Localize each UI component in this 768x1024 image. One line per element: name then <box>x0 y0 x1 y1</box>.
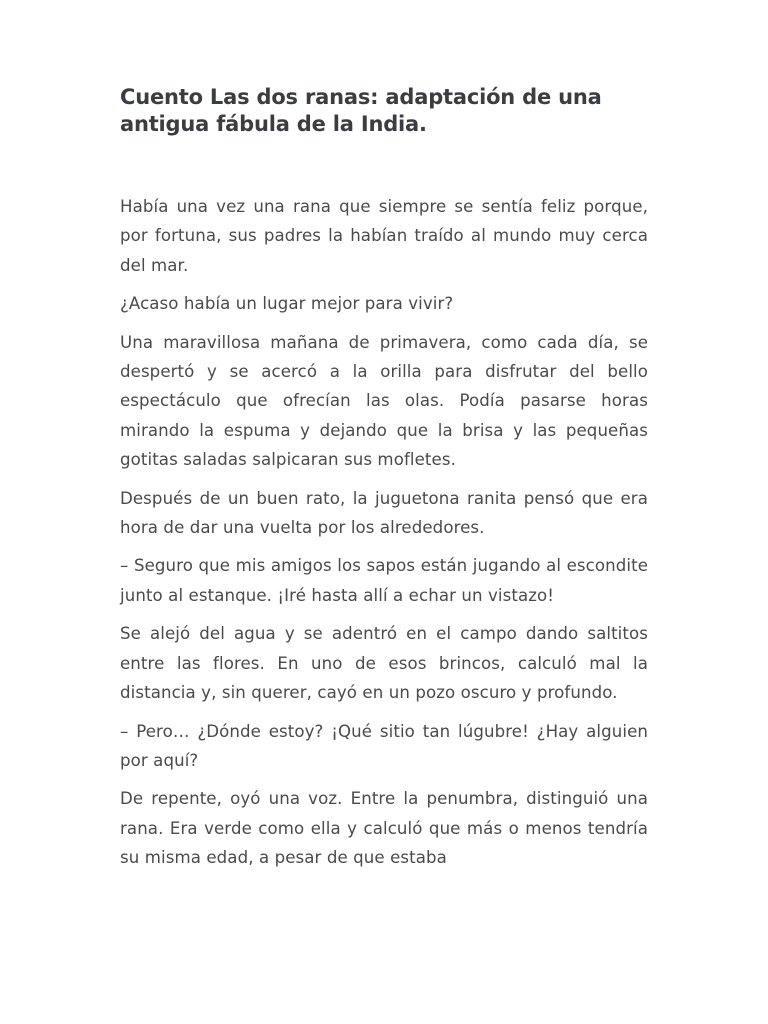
paragraph-4: Después de un buen rato, la juguetona ranita pensó que era hora de dar una vuelta por los alrededores. <box>120 488 648 538</box>
paragraph-1: Había una vez una rana que siempre se sentía feliz porque, por fortuna, sus padres la habían traído al mundo muy cerca del mar. <box>120 197 648 275</box>
document-page <box>120 84 648 882</box>
paragraph-2: ¿Acaso había un lugar mejor para vivir? <box>120 294 454 314</box>
document-title: Cuento Las dos ranas: adaptación de una antigua fábula de la India. <box>120 85 602 136</box>
paragraph-7: – Pero… ¿Dónde estoy? ¡Qué sitio tan lúgubre! ¿Hay alguien por aquí? <box>120 721 648 770</box>
paragraph-3: Una maravillosa mañana de primavera, como cada día, se despertó y se acercó a la orilla para disfrutar del bello espectáculo que ofrecían las olas. Podía pasarse horas mirando la espuma y dejando que la brisa y las pequeñas gotitas saladas salpicaran sus mofletes. <box>120 332 648 470</box>
document-body <box>120 192 648 873</box>
paragraph-8: De repente, oyó una voz. Entre la penumbra, distinguió una rana. Era verde como ella y calculó que más o menos tendría su misma edad, a pesar de que estaba <box>120 789 648 868</box>
paragraph-5: – Seguro que mis amigos los sapos están jugando al escondite junto al estanque. ¡Iré hasta allí a echar un vistazo! <box>120 556 648 605</box>
paragraph-6: Se alejó del agua y se adentró en el campo dando saltitos entre las flores. En uno de esos brincos, calculó mal la distancia y, sin querer, cayó en un pozo oscuro y profundo. <box>120 624 648 703</box>
